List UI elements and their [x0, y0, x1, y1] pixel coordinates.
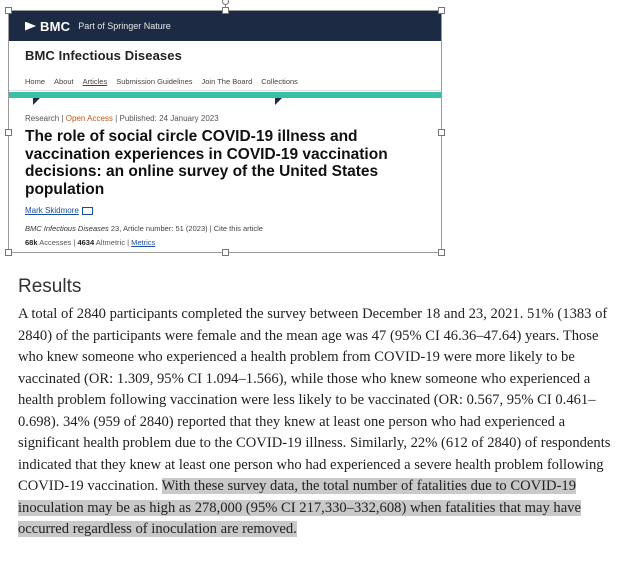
nav-about: About — [54, 77, 74, 86]
results-paragraph[interactable] — [18, 304, 618, 541]
altmetric-label: Altmetric — [95, 238, 125, 247]
bmc-logo: BMC — [25, 19, 70, 34]
resize-handle-left[interactable] — [5, 129, 12, 136]
journal-title: BMC Infectious Diseases — [25, 48, 182, 63]
results-text-highlighted: With these survey data, the total number of fatalities due to COVID-19 inoculation may be as high as 278,000 (95% CI 217,330–332,608) when fatalities that may have occurred regardless of inoculation are removed. — [18, 478, 581, 537]
resize-handle-bottom-right[interactable] — [438, 249, 445, 256]
email-icon — [82, 207, 93, 215]
resize-handle-top-left[interactable] — [5, 7, 12, 14]
citation-line: BMC Infectious Diseases 23, Article number: 51 (2023) | Cite this article — [25, 224, 263, 233]
article-meta: Research | Open Access | Published: 24 January 2023 — [25, 114, 219, 123]
article-title: The role of social circle COVID-19 illness and vaccination experiences in COVID-19 vaccination decisions: an online survey of the United States population — [25, 128, 388, 198]
citation-details: 23, Article number: 51 (2023) — [110, 224, 208, 233]
article-type: Research — [25, 114, 60, 123]
altmetric-count: 4634 — [77, 238, 95, 247]
publisher-header — [9, 11, 441, 41]
citation-journal: BMC Infectious Diseases — [25, 224, 109, 233]
publisher-tagline: Part of Springer Nature — [78, 21, 171, 31]
article-screenshot-image[interactable] — [8, 10, 442, 253]
resize-handle-top[interactable] — [222, 7, 229, 14]
resize-handle-bottom[interactable] — [222, 249, 229, 256]
author-link: Mark Skidmore — [25, 206, 93, 215]
nav-collections: Collections — [261, 77, 298, 86]
results-text-plain: A total of 2840 participants completed the survey between December 18 and 23, 2021. 51% (1383 of 2840) of the participants were female and the mean age was 47 (95% CI 46.36–47.64) years. Those who knew someone who experienced a health problem from COVID-19 were more likely to be vaccinated (OR: 1.309, 95% CI 1.094–1.566), while those who knew someone who experienced a health problem following vaccination were less likely to be vaccinated (OR: 0.567, 95% CI 0.461–0.698). 34% (959 of 2840) reported that they knew at least one person who had experienced a significant health problem due to the COVID-19 illness. Similarly, 22% (612 of 2840) of respondents indicated that they knew at least one person who had experienced a severe health problem following COVID-19 vaccination. — [18, 306, 611, 494]
cite-this-article-link: Cite this article — [213, 224, 263, 233]
nav-articles: Articles — [82, 77, 108, 86]
nav-join-the-board: Join The Board — [201, 77, 253, 86]
resize-handle-right[interactable] — [438, 129, 445, 136]
accent-triangle-left — [33, 98, 40, 105]
journal-nav — [9, 63, 441, 87]
nav-divider — [9, 90, 441, 91]
accesses-label: Accesses — [39, 238, 72, 247]
resize-handle-bottom-left[interactable] — [5, 249, 12, 256]
resize-handle-top-right[interactable] — [438, 7, 445, 14]
accent-bar — [9, 92, 441, 98]
published-date: Published: 24 January 2023 — [119, 114, 219, 123]
accesses-count: 68k — [25, 238, 38, 247]
metrics-link: Metrics — [131, 238, 156, 247]
nav-home: Home — [25, 77, 46, 86]
open-access-badge: Open Access — [65, 114, 113, 123]
nav-submission-guidelines: Submission Guidelines — [116, 77, 193, 86]
bmc-logo-icon — [25, 22, 36, 31]
metrics-line: 68k Accesses | 4634 Altmetric | Metrics — [25, 238, 156, 247]
results-heading: Results — [18, 276, 82, 297]
rotate-handle[interactable] — [222, 0, 229, 5]
accent-triangle-right — [275, 98, 282, 105]
